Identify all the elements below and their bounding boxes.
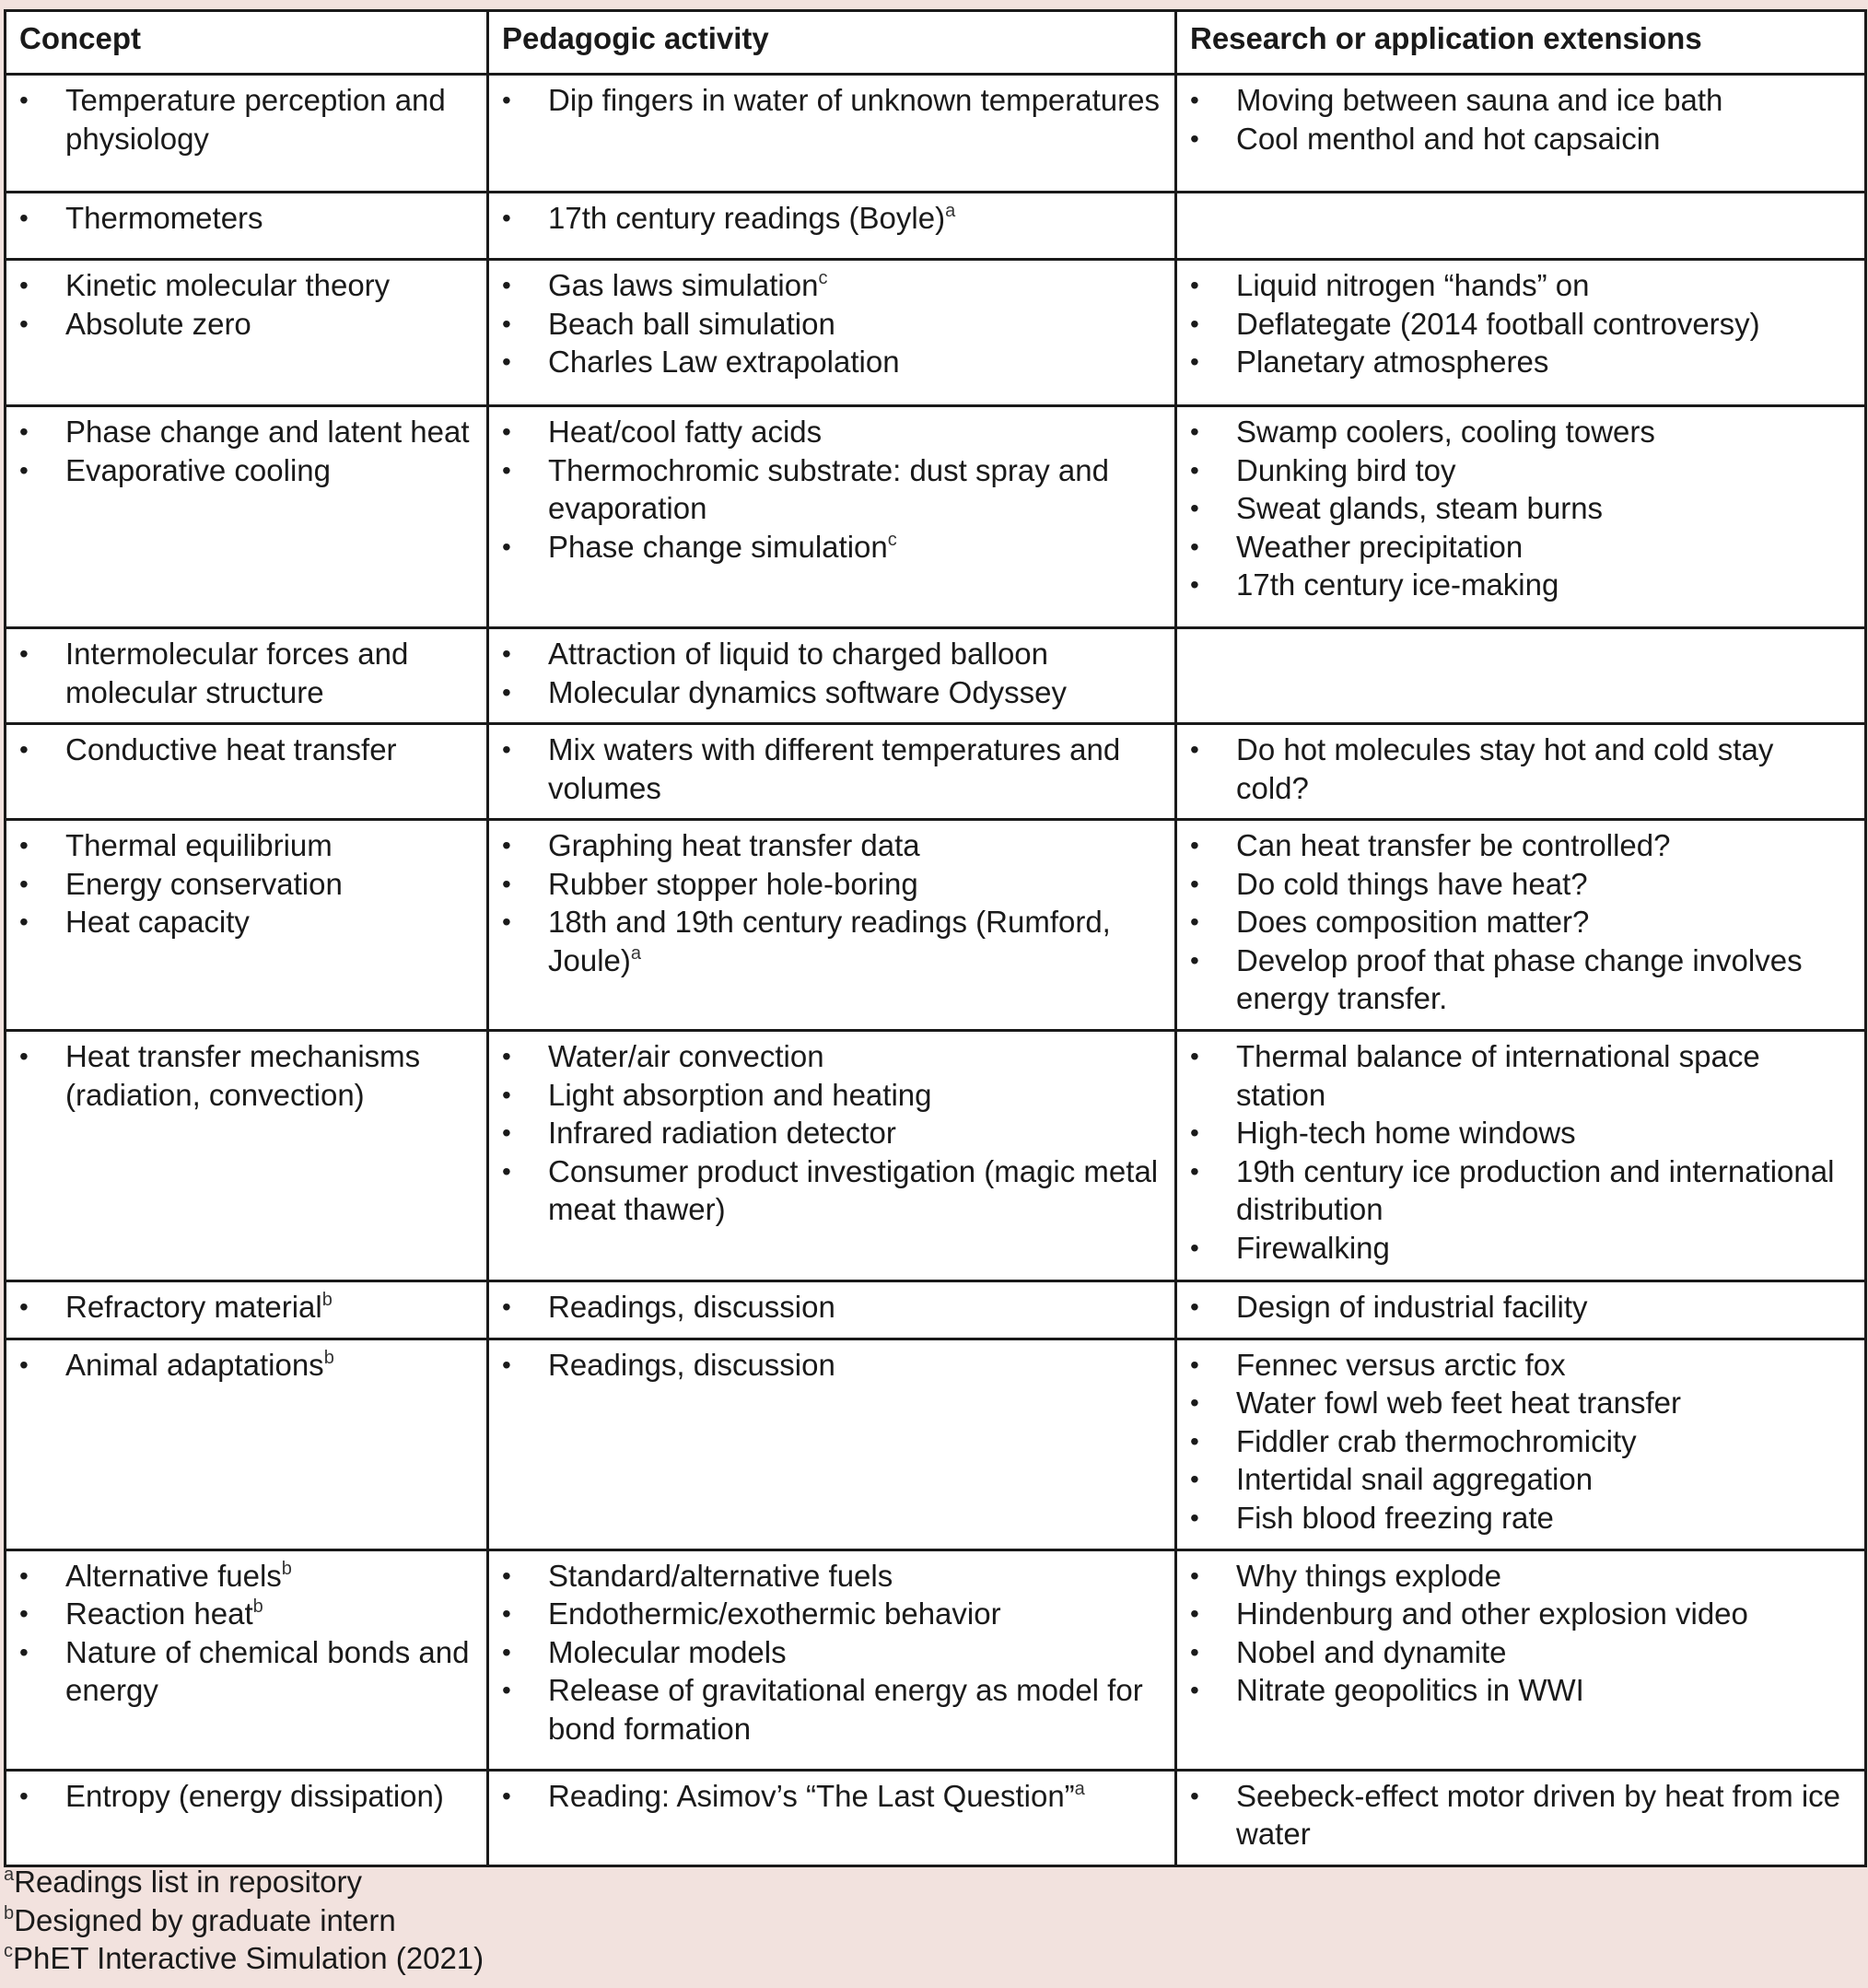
item-text: Swamp coolers, cooling towers <box>1236 415 1655 449</box>
list-item <box>502 731 1162 807</box>
cell-concept <box>6 724 488 820</box>
list-item <box>502 1114 1162 1152</box>
table-row <box>6 1770 1866 1865</box>
list-item <box>502 1671 1162 1748</box>
item-text: Mix waters with different temperatures and volumes <box>548 732 1121 805</box>
list-item <box>1190 1037 1851 1114</box>
bullet-list <box>502 826 1162 979</box>
list-item <box>1190 1384 1851 1422</box>
footnote-marker: b <box>321 1290 333 1310</box>
item-text: Hindenburg and other explosion video <box>1236 1596 1748 1631</box>
item-text: Fiddler crab thermochromicity <box>1236 1423 1637 1458</box>
list-item <box>19 1633 473 1710</box>
bullet-list <box>19 635 473 711</box>
list-item <box>1190 413 1851 451</box>
list-item <box>1190 1422 1851 1461</box>
list-item <box>1190 489 1851 528</box>
cell-extensions <box>1176 628 1866 724</box>
item-text: Animal adaptations <box>65 1347 324 1382</box>
cell-activity <box>488 1339 1176 1549</box>
header-research-extensions: Research or application extensions <box>1176 11 1866 75</box>
cell-concept <box>6 406 488 628</box>
cell-extensions <box>1176 1770 1866 1865</box>
list-item <box>502 413 1162 451</box>
list-item <box>1190 1777 1851 1854</box>
footnote-marker: c <box>887 529 897 550</box>
list-item <box>19 865 473 904</box>
item-text: Why things explode <box>1236 1558 1501 1593</box>
item-text: Graphing heat transfer data <box>548 828 920 862</box>
list-item <box>1190 266 1851 305</box>
bullet-list <box>1190 81 1851 158</box>
item-text: Intermolecular forces and molecular structure <box>65 637 409 709</box>
list-item <box>502 1595 1162 1633</box>
list-item <box>1190 120 1851 158</box>
list-item <box>19 826 473 865</box>
item-text: Develop proof that phase change involves energy transfer. <box>1236 942 1803 1015</box>
item-text: Heat transfer mechanisms (radiation, convection) <box>65 1039 421 1112</box>
bullet-list <box>502 1288 1162 1327</box>
item-text: Light absorption and heating <box>548 1077 932 1112</box>
footnote-marker: b <box>252 1596 263 1617</box>
footnote-text: Designed by graduate intern <box>14 1902 396 1937</box>
bullet-list <box>502 1777 1162 1816</box>
footnote-marker: a <box>630 942 642 964</box>
table-header-row <box>6 11 1866 75</box>
item-text: Water/air convection <box>548 1039 824 1073</box>
list-item <box>19 413 473 451</box>
item-text: Dunking bird toy <box>1236 452 1456 487</box>
bullet-list <box>502 199 1162 238</box>
list-item <box>19 903 473 941</box>
list-item <box>502 199 1162 238</box>
cell-concept <box>6 1549 488 1770</box>
item-text: Moving between sauna and ice bath <box>1236 83 1723 117</box>
item-text: Weather precipitation <box>1236 529 1524 564</box>
bullet-list <box>1190 266 1851 381</box>
list-item <box>1190 903 1851 941</box>
item-text: Energy conservation <box>65 866 343 901</box>
footnote-text: PhET Interactive Simulation (2021) <box>13 1941 485 1975</box>
bullet-list <box>502 1346 1162 1385</box>
bullet-list <box>19 826 473 941</box>
item-text: Do hot molecules stay hot and cold stay cold? <box>1236 732 1774 805</box>
bullet-list <box>19 1037 473 1114</box>
cell-extensions <box>1176 193 1866 260</box>
cell-activity <box>488 75 1176 193</box>
item-text: Endothermic/exothermic behavior <box>548 1596 1001 1631</box>
cell-extensions <box>1176 1031 1866 1281</box>
item-text: Water fowl web feet heat transfer <box>1236 1386 1681 1420</box>
item-text: Reaction heat <box>65 1596 253 1631</box>
footnote-marker: b <box>323 1347 334 1368</box>
item-text: Infrared radiation detector <box>548 1116 896 1150</box>
list-item <box>502 903 1162 979</box>
cell-activity <box>488 1770 1176 1865</box>
list-item <box>1190 305 1851 344</box>
list-item <box>502 528 1162 567</box>
item-text: Nature of chemical bonds and energy <box>65 1634 470 1707</box>
table-row <box>6 1281 1866 1339</box>
list-item <box>502 1076 1162 1115</box>
footnote-mark: b <box>4 1902 15 1924</box>
concept-activity-table <box>4 9 1867 1867</box>
item-text: Thermal balance of international space station <box>1236 1039 1760 1112</box>
list-item <box>1190 1152 1851 1229</box>
cell-activity <box>488 628 1176 724</box>
list-item <box>502 635 1162 673</box>
bullet-list <box>1190 413 1851 604</box>
item-text: Release of gravitational energy as model for bond formation <box>548 1673 1143 1746</box>
cell-activity <box>488 1549 1176 1770</box>
list-item <box>1190 81 1851 120</box>
table-row <box>6 628 1866 724</box>
cell-concept <box>6 1339 488 1549</box>
bullet-list <box>502 413 1162 566</box>
list-item <box>1190 731 1851 807</box>
item-text: Evaporative cooling <box>65 452 332 487</box>
bullet-list <box>19 199 473 238</box>
item-text: Cool menthol and hot capsaicin <box>1236 121 1661 156</box>
cell-extensions <box>1176 406 1866 628</box>
bullet-list <box>1190 731 1851 807</box>
list-item <box>19 1037 473 1114</box>
item-text: Charles Law extrapolation <box>548 345 900 379</box>
list-item <box>19 1288 473 1327</box>
item-text: Seebeck-effect motor driven by heat from ice water <box>1236 1778 1841 1851</box>
list-item <box>502 826 1162 865</box>
list-item <box>502 1557 1162 1596</box>
bullet-list <box>502 635 1162 711</box>
footnote-marker: b <box>281 1558 292 1579</box>
list-item <box>502 343 1162 381</box>
cell-extensions <box>1176 820 1866 1031</box>
item-text: Beach ball simulation <box>548 306 835 341</box>
item-text: Firewalking <box>1236 1230 1390 1265</box>
list-item <box>502 1288 1162 1327</box>
list-item <box>1190 1557 1851 1596</box>
item-text: Consumer product investigation (magic metal meat thawer) <box>548 1153 1159 1226</box>
footnote <box>4 1939 484 1978</box>
cell-concept <box>6 193 488 260</box>
list-item <box>1190 1114 1851 1152</box>
table-row <box>6 260 1866 406</box>
item-text: 18th and 19th century readings (Rumford, Joule) <box>548 905 1111 977</box>
cell-activity <box>488 193 1176 260</box>
bullet-list <box>502 1557 1162 1748</box>
bullet-list <box>19 81 473 158</box>
list-item <box>1190 1229 1851 1268</box>
list-item <box>19 199 473 238</box>
item-text: Attraction of liquid to charged balloon <box>548 637 1049 671</box>
cell-activity <box>488 820 1176 1031</box>
item-text: Rubber stopper hole-boring <box>548 866 918 901</box>
item-text: Refractory material <box>65 1290 322 1324</box>
table-row <box>6 820 1866 1031</box>
cell-concept <box>6 820 488 1031</box>
list-item <box>19 1777 473 1816</box>
list-item <box>19 81 473 158</box>
table-row <box>6 1549 1866 1770</box>
cell-concept <box>6 260 488 406</box>
item-text: Deflategate (2014 football controversy) <box>1236 306 1760 341</box>
list-item <box>19 635 473 711</box>
cell-concept <box>6 75 488 193</box>
list-item <box>19 451 473 490</box>
cell-activity <box>488 1031 1176 1281</box>
item-text: Reading: Asimov’s “The Last Question” <box>548 1778 1075 1813</box>
bullet-list <box>19 413 473 489</box>
list-item <box>502 673 1162 712</box>
footnote <box>4 1901 484 1940</box>
item-text: Conductive heat transfer <box>65 732 397 766</box>
bullet-list <box>1190 1346 1851 1538</box>
footnote-marker: a <box>1074 1778 1085 1799</box>
list-item <box>19 731 473 769</box>
cell-extensions <box>1176 1339 1866 1549</box>
list-item <box>1190 1499 1851 1538</box>
item-text: Does composition matter? <box>1236 905 1590 939</box>
table-row <box>6 193 1866 260</box>
list-item <box>1190 1595 1851 1633</box>
bullet-list <box>19 1777 473 1816</box>
bullet-list <box>1190 1557 1851 1710</box>
item-text: Do cold things have heat? <box>1236 866 1588 901</box>
cell-extensions <box>1176 1549 1866 1770</box>
table-row <box>6 724 1866 820</box>
table-row <box>6 406 1866 628</box>
bullet-list <box>502 731 1162 807</box>
cell-concept <box>6 1031 488 1281</box>
list-item <box>1190 865 1851 904</box>
item-text: Design of industrial facility <box>1236 1290 1588 1324</box>
item-text: Can heat transfer be controlled? <box>1236 828 1671 862</box>
item-text: Readings, discussion <box>548 1347 835 1382</box>
item-text: Gas laws simulation <box>548 268 819 302</box>
cell-concept <box>6 1770 488 1865</box>
list-item <box>1190 343 1851 381</box>
item-text: Planetary atmospheres <box>1236 345 1549 379</box>
list-item <box>19 1557 473 1596</box>
item-text: Readings, discussion <box>548 1290 835 1324</box>
cell-extensions <box>1176 75 1866 193</box>
list-item <box>502 1037 1162 1076</box>
cell-concept <box>6 1281 488 1339</box>
list-item <box>19 266 473 305</box>
bullet-list <box>19 731 473 769</box>
footnote-text: Readings list in repository <box>14 1865 362 1899</box>
list-item <box>1190 1671 1851 1710</box>
item-text: Thermochromic substrate: dust spray and evaporation <box>548 452 1109 525</box>
bullet-list <box>19 1346 473 1385</box>
list-item <box>502 865 1162 904</box>
footnote-mark: a <box>4 1865 15 1885</box>
list-item <box>1190 826 1851 865</box>
item-text: Nitrate geopolitics in WWI <box>1236 1673 1584 1707</box>
item-text: Heat capacity <box>65 905 250 939</box>
list-item <box>1190 1288 1851 1327</box>
footnote <box>4 1863 484 1901</box>
list-item <box>502 1777 1162 1816</box>
bullet-list <box>1190 1037 1851 1267</box>
item-text: Entropy (energy dissipation) <box>65 1778 444 1813</box>
item-text: Intertidal snail aggregation <box>1236 1462 1594 1496</box>
list-item <box>502 1633 1162 1672</box>
list-item <box>1190 941 1851 1018</box>
item-text: Thermal equilibrium <box>65 828 333 862</box>
bullet-list <box>502 1037 1162 1229</box>
cell-extensions <box>1176 260 1866 406</box>
list-item <box>502 81 1162 120</box>
list-item <box>1190 1346 1851 1385</box>
item-text: Kinetic molecular theory <box>65 268 391 302</box>
footnote-marker: a <box>945 201 956 221</box>
bullet-list <box>502 81 1162 120</box>
bullet-list <box>19 1288 473 1327</box>
item-text: Dip fingers in water of unknown temperatures <box>548 83 1160 117</box>
list-item <box>19 1595 473 1633</box>
item-text: High-tech home windows <box>1236 1116 1576 1150</box>
item-text: Molecular dynamics software Odyssey <box>548 674 1068 709</box>
bullet-list <box>1190 1288 1851 1327</box>
item-text: 17th century readings (Boyle) <box>548 201 946 235</box>
list-item <box>1190 451 1851 490</box>
item-text: Heat/cool fatty acids <box>548 415 823 449</box>
list-item <box>1190 566 1851 604</box>
item-text: Sweat glands, steam burns <box>1236 491 1604 525</box>
item-text: 17th century ice-making <box>1236 567 1559 602</box>
item-text: Fennec versus arctic fox <box>1236 1347 1566 1382</box>
header-pedagogic-activity: Pedagogic activity <box>488 11 1176 75</box>
cell-extensions <box>1176 1281 1866 1339</box>
footnote-mark: c <box>4 1941 13 1961</box>
footnotes <box>4 1863 484 1978</box>
list-item <box>502 266 1162 305</box>
list-item <box>1190 1460 1851 1499</box>
footnote-marker: c <box>818 268 828 288</box>
item-text: Phase change simulation <box>548 529 888 564</box>
item-text: Absolute zero <box>65 306 251 341</box>
item-text: 19th century ice production and international distribution <box>1236 1153 1835 1226</box>
item-text: Nobel and dynamite <box>1236 1634 1507 1669</box>
item-text: Phase change and latent heat <box>65 415 470 449</box>
cell-activity <box>488 724 1176 820</box>
item-text: Liquid nitrogen “hands” on <box>1236 268 1590 302</box>
cell-activity <box>488 406 1176 628</box>
cell-extensions <box>1176 724 1866 820</box>
table-row <box>6 75 1866 193</box>
list-item <box>502 1346 1162 1385</box>
list-item <box>19 305 473 344</box>
table-body <box>6 75 1866 1866</box>
item-text: Alternative fuels <box>65 1558 282 1593</box>
bullet-list <box>1190 1777 1851 1854</box>
list-item <box>1190 1633 1851 1672</box>
list-item <box>502 451 1162 528</box>
list-item <box>19 1346 473 1385</box>
list-item <box>502 305 1162 344</box>
item-text: Standard/alternative fuels <box>548 1558 893 1593</box>
header-concept: Concept <box>6 11 488 75</box>
cell-activity <box>488 260 1176 406</box>
bullet-list <box>19 1557 473 1710</box>
bullet-list <box>502 266 1162 381</box>
item-text: Molecular models <box>548 1634 787 1669</box>
list-item <box>1190 528 1851 567</box>
item-text: Temperature perception and physiology <box>65 83 446 156</box>
bullet-list <box>19 266 473 343</box>
cell-activity <box>488 1281 1176 1339</box>
item-text: Fish blood freezing rate <box>1236 1500 1554 1535</box>
item-text: Thermometers <box>65 201 263 235</box>
table-row <box>6 1031 1866 1281</box>
bullet-list <box>1190 826 1851 1018</box>
table-row <box>6 1339 1866 1549</box>
list-item <box>502 1152 1162 1229</box>
cell-concept <box>6 628 488 724</box>
